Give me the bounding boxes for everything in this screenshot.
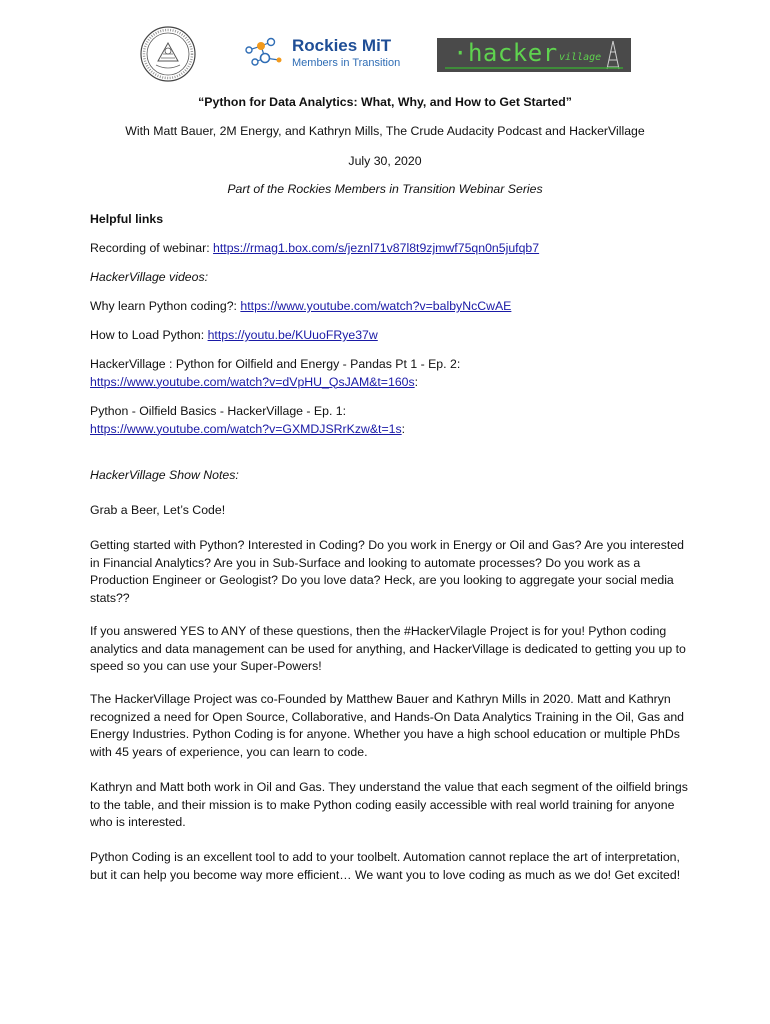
hackervillage-logo-main: ·hacker xyxy=(453,39,558,67)
rockies-mit-logo xyxy=(241,36,416,76)
basics-episode-link[interactable]: https://www.youtube.com/watch?v=GXMDJSRrKzw&t=1s xyxy=(90,421,402,436)
pandas-episode-label: HackerVillage : Python for Oilfield and Energy - Pandas Pt 1 - Ep. 2: xyxy=(90,357,461,371)
basics-episode-suffix: : xyxy=(401,421,406,436)
webinar-series: Part of the Rockies Members in Transition Webinar Series xyxy=(227,182,543,196)
load-python-line xyxy=(90,327,690,345)
show-notes-paragraph-4: Kathryn and Matt both work in Oil and Gas. They understand the value that each segment of the oilfield brings to the table, and their mission is to make Python coding easily accessible with real world training for anyone who is interested. xyxy=(90,780,688,830)
pandas-episode-suffix: : xyxy=(414,374,419,389)
show-notes-paragraph-1: Getting started with Python? Interested in Coding? Do you work in Energy or Oil and Gas? Are you interested in Financial Analytics? Are you in Sub-Surface and looking to automate processes? Do you work as a Production Engineer or Geologist? Do you love data? Heck, are you looking to aggregate your social media stats?? xyxy=(90,538,684,605)
pandas-episode-block xyxy=(90,356,690,391)
hackervillage-logo-small: village xyxy=(559,52,602,63)
hackervillage-logo-underline xyxy=(445,67,623,69)
basics-episode-block xyxy=(90,403,690,438)
oil-derrick-icon xyxy=(605,40,621,70)
network-icon xyxy=(241,36,291,76)
show-notes-paragraph-5: Python Coding is an excellent tool to add to your toolbelt. Automation cannot replace the art of interpretation, but it can help you become way more efficient… We want you to love coding as much as we do! Get excited! xyxy=(90,850,681,882)
recording-link[interactable]: https://rmag1.box.com/s/jeznl71v87l8t9zjmwf75qn0n5jufqb7 xyxy=(213,241,540,255)
load-python-link[interactable]: https://youtu.be/KUuoFRye37w xyxy=(207,328,378,342)
show-notes-paragraph-2: If you answered YES to ANY of these questions, then the #HackerVilagle Project is for you! Python coding analytics and data management can be used for anything, and HackerVillage is dedicated to getting you up to speed so you can use your Super-Powers! xyxy=(90,624,686,674)
hackervillage-logo xyxy=(437,38,631,72)
presenters-line: With Matt Bauer, 2M Energy, and Kathryn Mills, The Crude Audacity Podcast and HackerVillage xyxy=(125,124,645,138)
pandas-episode-link[interactable]: https://www.youtube.com/watch?v=dVpHU_QsJAM&t=160s xyxy=(90,374,415,389)
document-title: “Python for Data Analytics: What, Why, and How to Get Started” xyxy=(198,95,572,109)
load-python-label: How to Load Python: xyxy=(90,328,208,342)
why-python-line xyxy=(90,298,690,316)
show-notes-heading: HackerVillage Show Notes: xyxy=(90,468,239,482)
helpful-links-heading: Helpful links xyxy=(90,212,164,226)
why-python-link[interactable]: https://www.youtube.com/watch?v=balbyNcCwAE xyxy=(240,299,512,313)
seal-logo xyxy=(139,25,197,83)
event-date: July 30, 2020 xyxy=(348,154,422,168)
recording-link-line xyxy=(90,240,690,258)
why-python-label: Why learn Python coding?: xyxy=(90,299,241,313)
basics-episode-label: Python - Oilfield Basics - HackerVillage - Ep. 1: xyxy=(90,404,347,418)
recording-label: Recording of webinar: xyxy=(90,241,214,255)
hackervillage-videos-heading: HackerVillage videos: xyxy=(90,270,209,284)
show-notes-tagline: Grab a Beer, Let’s Code! xyxy=(90,503,226,517)
rockies-mit-title: Rockies MiT xyxy=(292,36,392,55)
show-notes-paragraph-3: The HackerVillage Project was co-Founded by Matthew Bauer and Kathryn Mills in 2020. Matt and Kathryn recognized a need for Open Source, Collaborative, and Hands-On Data Analytics Training in the Oil, Gas and Energy Industries. Python Coding is for anyone. Whether you have a high school education or multiple PhDs with 45 years of experience, you can learn to code. xyxy=(90,692,685,759)
rockies-mit-subtitle: Members in Transition xyxy=(292,57,401,69)
